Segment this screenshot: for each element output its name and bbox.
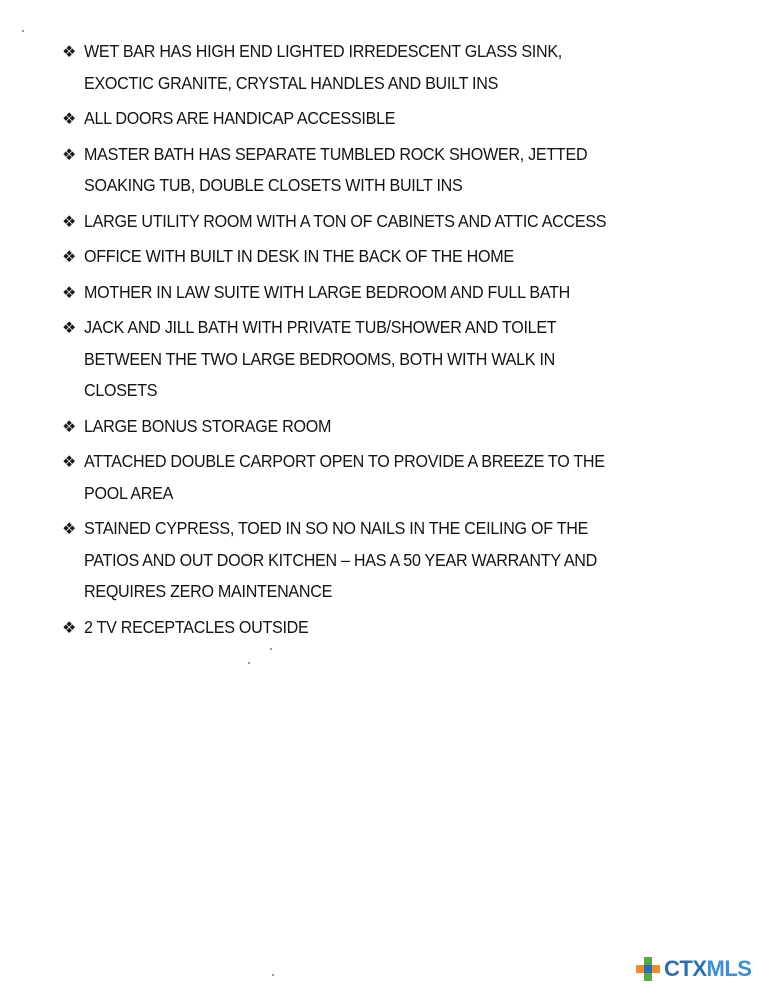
feature-text bbox=[84, 513, 708, 608]
feature-text-line: POOL AREA bbox=[84, 482, 174, 503]
feature-text-line: JACK AND JILL BATH WITH PRIVATE TUB/SHOWER AND TOILET bbox=[84, 317, 557, 337]
feature-text bbox=[84, 446, 708, 509]
feature-text bbox=[84, 612, 708, 644]
feature-text-line: REQUIRES ZERO MAINTENANCE bbox=[84, 581, 333, 601]
feature-text-line: 2 TV RECEPTACLES OUTSIDE bbox=[84, 616, 309, 637]
diamond-bullet-icon: ❖ bbox=[62, 318, 77, 337]
diamond-bullet-icon: ❖ bbox=[62, 617, 77, 637]
diamond-bullet-icon: ❖ bbox=[62, 282, 77, 302]
feature-text-line: BETWEEN THE TWO LARGE BEDROOMS, BOTH WITH WALK IN bbox=[84, 348, 556, 369]
scan-speck bbox=[272, 974, 274, 976]
feature-text-line: WET BAR HAS HIGH END LIGHTED IRREDESCENT GLASS SINK, bbox=[84, 41, 562, 61]
feature-text bbox=[84, 241, 708, 273]
feature-item bbox=[62, 411, 762, 443]
feature-item bbox=[62, 446, 762, 509]
feature-text bbox=[84, 206, 708, 238]
feature-text-line: SOAKING TUB, DOUBLE CLOSETS WITH BUILT INS bbox=[84, 175, 463, 195]
feature-item bbox=[62, 612, 762, 644]
feature-text-line: ALL DOORS ARE HANDICAP ACCESSIBLE bbox=[84, 108, 396, 128]
feature-item bbox=[62, 36, 762, 99]
feature-text-line: PATIOS AND OUT DOOR KITCHEN – HAS A 50 YEAR WARRANTY AND bbox=[84, 549, 598, 570]
diamond-bullet-icon: ❖ bbox=[62, 452, 77, 471]
diamond-bullet-icon: ❖ bbox=[62, 109, 77, 128]
feature-item bbox=[62, 277, 762, 309]
diamond-bullet-icon: ❖ bbox=[62, 144, 77, 164]
feature-item bbox=[62, 103, 762, 135]
feature-item bbox=[62, 312, 762, 407]
feature-item bbox=[62, 139, 762, 202]
logo-text-ctx: CTX bbox=[664, 956, 707, 981]
feature-text bbox=[84, 312, 708, 407]
feature-list bbox=[62, 36, 762, 647]
feature-text-line: STAINED CYPRESS, TOED IN SO NO NAILS IN THE CEILING OF THE bbox=[84, 518, 589, 538]
feature-item bbox=[62, 241, 762, 273]
feature-text-line: LARGE BONUS STORAGE ROOM bbox=[84, 415, 332, 436]
logo-text-mls: MLS bbox=[706, 956, 752, 981]
feature-text bbox=[84, 277, 708, 309]
texas-cross-icon bbox=[634, 955, 662, 983]
feature-text bbox=[84, 139, 708, 202]
scan-speck bbox=[270, 648, 272, 650]
diamond-bullet-icon: ❖ bbox=[62, 42, 77, 61]
feature-text-line: CLOSETS bbox=[84, 380, 158, 400]
diamond-bullet-icon: ❖ bbox=[62, 211, 77, 231]
diamond-bullet-icon: ❖ bbox=[62, 416, 77, 436]
feature-text bbox=[84, 36, 708, 99]
ctxmls-logo bbox=[634, 955, 751, 983]
feature-text bbox=[84, 411, 708, 443]
feature-text bbox=[84, 103, 708, 135]
diamond-bullet-icon: ❖ bbox=[62, 247, 77, 266]
feature-text-line: ATTACHED DOUBLE CARPORT OPEN TO PROVIDE A BREEZE TO THE bbox=[84, 451, 605, 471]
scan-speck bbox=[22, 30, 24, 32]
feature-text-line: OFFICE WITH BUILT IN DESK IN THE BACK OF THE HOME bbox=[84, 246, 514, 266]
feature-text-line: EXOCTIC GRANITE, CRYSTAL HANDLES AND BUILT INS bbox=[84, 72, 499, 93]
feature-text-line: MOTHER IN LAW SUITE WITH LARGE BEDROOM AND FULL BATH bbox=[84, 281, 571, 302]
scan-speck bbox=[248, 662, 250, 664]
feature-text-line: MASTER BATH HAS SEPARATE TUMBLED ROCK SHOWER, JETTED bbox=[84, 143, 588, 164]
feature-item bbox=[62, 513, 762, 608]
logo-text bbox=[664, 956, 751, 982]
feature-text-line: LARGE UTILITY ROOM WITH A TON OF CABINETS AND ATTIC ACCESS bbox=[84, 210, 607, 231]
feature-item bbox=[62, 206, 762, 238]
diamond-bullet-icon: ❖ bbox=[62, 519, 77, 538]
